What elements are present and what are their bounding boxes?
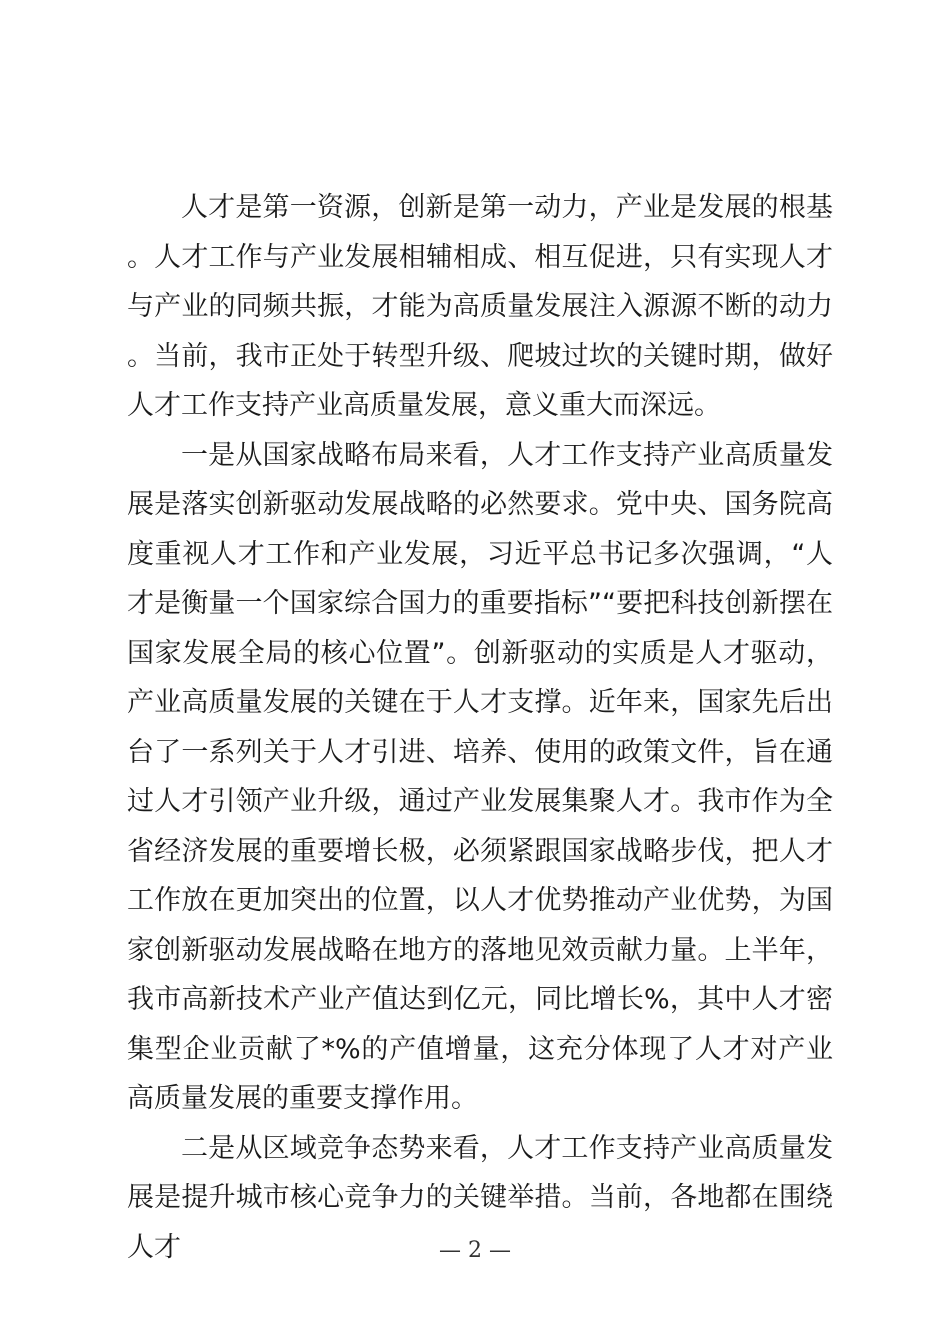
page-number: — 2 — bbox=[439, 1238, 511, 1263]
paragraph-regional-competition: 二是从区域竞争态势来看，人才工作支持产业高质量发展是提升城市核心竞争力的关键举措。当前，各地都在围绕人才 bbox=[127, 1132, 833, 1263]
paragraph-intro: 人才是第一资源，创新是第一动力，产业是发展的根基。人才工作与产业发展相辅相成、相互促进，只有实现人才与产业的同频共振，才能为高质量发展注入源源不断的动力。当前，我市正处于转型升级、爬坡过坎的关键时期，做好人才工作支持产业高质量发展，意义重大而深远。 bbox=[127, 192, 833, 421]
paragraph-national-strategy: 一是从国家战略布局来看，人才工作支持产业高质量发展是落实创新驱动发展战略的必然要求。党中央、国务院高度重视人才工作和产业发展，习近平总书记多次强调，“人才是衡量一个国家综合国力的重要指标”“要把科技创新摆在国家发展全局的核心位置”。创新驱动的实质是人才驱动，产业高质量发展的关键在于人才支撑。近年来，国家先后出台了一系列关于人才引进、培养、使用的政策文件，旨在通过人才引领产业升级，通过产业发展集聚人才。我市作为全省经济发展的重要增长极，必须紧跟国家战略步伐，把人才工作放在更加突出的位置，以人才优势推动产业优势，为国家创新驱动发展战略在地方的落地见效贡献力量。上半年，我市高新技术产业产值达到亿元，同比增长%，其中人才密集型企业贡献了*%的产值增量，这充分体现了人才对产业高质量发展的重要支撑作用。 bbox=[127, 439, 833, 1114]
document-body bbox=[127, 183, 833, 1272]
